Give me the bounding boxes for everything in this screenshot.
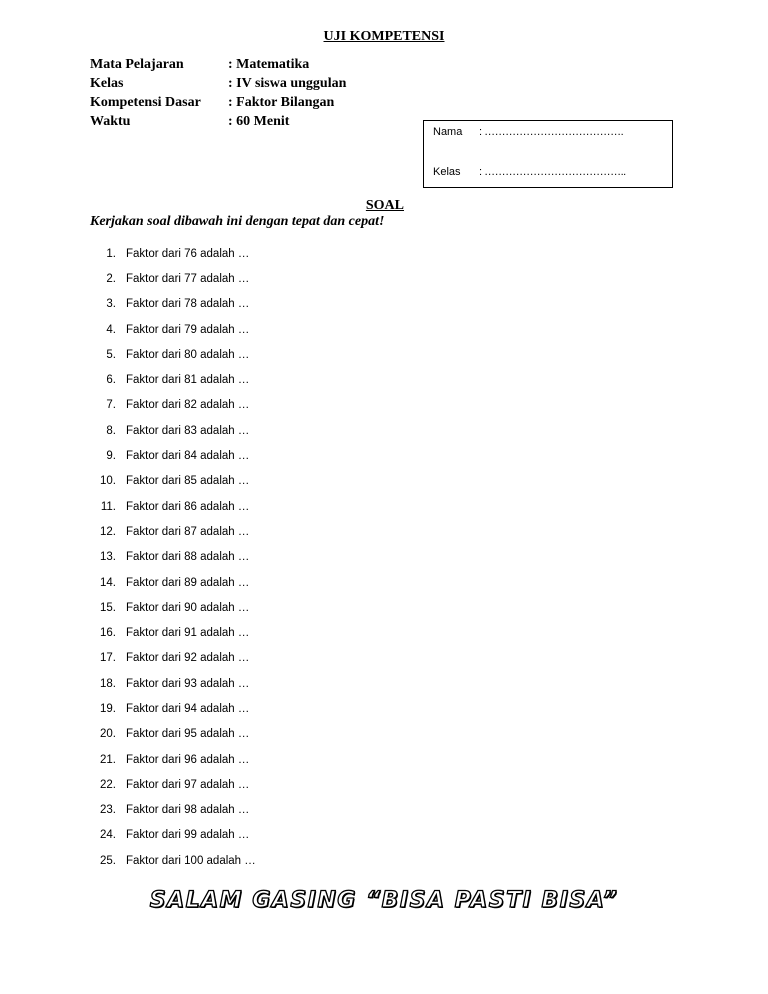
question-number: 9. xyxy=(106,450,116,463)
question-number: 25. xyxy=(100,854,116,867)
question-number: 2. xyxy=(106,272,116,285)
question-item xyxy=(0,418,256,443)
question-text: Faktor dari 87 adalah … xyxy=(126,525,250,538)
question-text: Faktor dari 85 adalah … xyxy=(126,475,250,488)
question-item xyxy=(0,292,256,317)
meta-value: : Matematika xyxy=(228,57,310,72)
question-item xyxy=(0,494,256,519)
name-label: Nama xyxy=(433,126,463,138)
meta-row-subject xyxy=(90,55,346,74)
question-text: Faktor dari 81 adalah … xyxy=(126,374,250,387)
name-field[interactable] xyxy=(433,126,623,138)
question-number: 11. xyxy=(100,500,116,513)
question-text: Faktor dari 80 adalah … xyxy=(126,348,250,361)
question-text: Faktor dari 93 adalah … xyxy=(126,677,250,690)
meta-label: Kelas xyxy=(90,76,124,91)
question-list xyxy=(0,241,256,873)
question-item xyxy=(0,823,256,848)
question-text: Faktor dari 100 adalah … xyxy=(126,854,256,867)
question-item xyxy=(0,798,256,823)
question-item xyxy=(0,266,256,291)
question-text: Faktor dari 97 adalah … xyxy=(126,778,250,791)
question-text: Faktor dari 94 adalah … xyxy=(126,702,250,715)
question-item xyxy=(0,443,256,468)
meta-row-competency xyxy=(90,93,346,112)
question-item xyxy=(0,367,256,392)
question-text: Faktor dari 86 adalah … xyxy=(126,500,250,513)
meta-label: Waktu xyxy=(90,114,131,129)
question-text: Faktor dari 83 adalah … xyxy=(126,424,250,437)
question-text: Faktor dari 84 adalah … xyxy=(126,450,250,463)
question-item xyxy=(0,620,256,645)
question-item xyxy=(0,671,256,696)
question-item xyxy=(0,519,256,544)
question-text: Faktor dari 91 adalah … xyxy=(126,627,250,640)
question-text: Faktor dari 89 adalah … xyxy=(126,576,250,589)
question-item xyxy=(0,722,256,747)
instruction-text: Kerjakan soal dibawah ini dengan tepat dan cepat! xyxy=(90,214,385,229)
question-text: Faktor dari 88 adalah … xyxy=(126,551,250,564)
question-item xyxy=(0,570,256,595)
class-blank[interactable]: : ………………………………….. xyxy=(479,166,626,178)
question-text: Faktor dari 79 adalah … xyxy=(126,323,250,336)
meta-row-time xyxy=(90,112,346,131)
footer-slogan: SALAM GASING “BISA PASTI BISA” xyxy=(149,888,619,913)
question-number: 3. xyxy=(106,298,116,311)
question-text: Faktor dari 92 adalah … xyxy=(126,652,250,665)
question-item xyxy=(0,342,256,367)
question-item xyxy=(0,317,256,342)
question-number: 12. xyxy=(100,525,116,538)
question-number: 24. xyxy=(100,829,116,842)
question-number: 6. xyxy=(106,374,116,387)
class-label: Kelas xyxy=(433,166,461,178)
meta-value: : IV siswa unggulan xyxy=(228,76,347,91)
question-number: 16. xyxy=(100,627,116,640)
question-item xyxy=(0,646,256,671)
question-number: 4. xyxy=(106,323,116,336)
meta-label: Kompetensi Dasar xyxy=(90,95,201,110)
question-text: Faktor dari 90 adalah … xyxy=(126,601,250,614)
question-text: Faktor dari 95 adalah … xyxy=(126,728,250,741)
question-item xyxy=(0,241,256,266)
question-item xyxy=(0,772,256,797)
student-id-box xyxy=(423,120,673,188)
exam-info xyxy=(90,55,346,131)
question-number: 15. xyxy=(100,601,116,614)
meta-row-class xyxy=(90,74,346,93)
question-number: 17. xyxy=(100,652,116,665)
question-number: 10. xyxy=(100,475,116,488)
question-text: Faktor dari 96 adalah … xyxy=(126,753,250,766)
question-number: 22. xyxy=(100,778,116,791)
question-text: Faktor dari 77 adalah … xyxy=(126,272,250,285)
question-number: 14. xyxy=(100,576,116,589)
question-text: Faktor dari 76 adalah … xyxy=(126,247,250,260)
question-text: Faktor dari 78 adalah … xyxy=(126,298,250,311)
question-item xyxy=(0,595,256,620)
question-number: 19. xyxy=(100,702,116,715)
question-text: Faktor dari 82 adalah … xyxy=(126,399,250,412)
question-number: 8. xyxy=(106,424,116,437)
question-text: Faktor dari 98 adalah … xyxy=(126,804,250,817)
question-item xyxy=(0,545,256,570)
question-number: 18. xyxy=(100,677,116,690)
question-text: Faktor dari 99 adalah … xyxy=(126,829,250,842)
section-heading: SOAL xyxy=(365,198,404,213)
question-number: 13. xyxy=(100,551,116,564)
question-number: 7. xyxy=(106,399,116,412)
question-number: 1. xyxy=(106,247,116,260)
class-field[interactable] xyxy=(433,166,626,178)
meta-value: : Faktor Bilangan xyxy=(228,95,335,110)
question-item xyxy=(0,469,256,494)
meta-value: : 60 Menit xyxy=(228,114,290,129)
question-item xyxy=(0,848,256,873)
question-number: 23. xyxy=(100,804,116,817)
name-blank[interactable]: : …………………………………. xyxy=(479,126,624,138)
question-item xyxy=(0,696,256,721)
question-item xyxy=(0,393,256,418)
question-item xyxy=(0,747,256,772)
question-number: 5. xyxy=(106,348,116,361)
meta-label: Mata Pelajaran xyxy=(90,57,184,72)
question-number: 20. xyxy=(100,728,116,741)
question-number: 21. xyxy=(100,753,116,766)
page-title: UJI KOMPETENSI xyxy=(323,29,445,44)
